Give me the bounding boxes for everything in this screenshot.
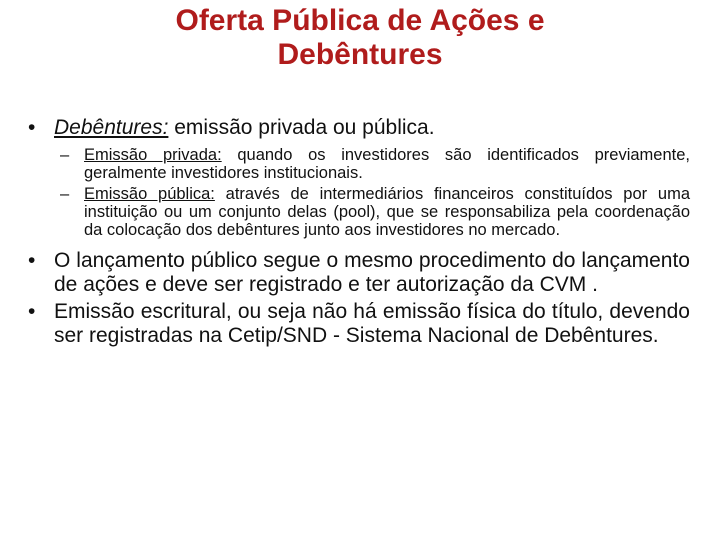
- slide-title: [60, 4, 660, 72]
- bullet-dot: •: [28, 116, 36, 139]
- bullet-debentures: [28, 116, 690, 140]
- subbullet-lead: Emissão pública:: [84, 185, 215, 203]
- bullet-lead: Debêntures:: [54, 116, 169, 139]
- subbullet-emissao-privada: [28, 146, 690, 182]
- bullet-text: emissão privada ou pública.: [168, 116, 435, 139]
- bullet-dot: •: [28, 249, 36, 272]
- subbullet-text: através de intermediários financeiros constituídos por uma instituição ou um conjunto delas (pool), que se responsabiliza pela coordenação da colocação dos debêntures junto aos investidores no mercado.: [84, 185, 690, 239]
- slide-body: [28, 116, 690, 348]
- subbullet-lead: Emissão privada:: [84, 146, 222, 164]
- bullet-emissao-escritural: [28, 300, 690, 348]
- title-line-2: Debêntures: [277, 38, 443, 71]
- title-line-1: Oferta Pública de Ações e: [175, 4, 545, 37]
- bullet-dot: •: [28, 300, 36, 323]
- bullet-text: Emissão escritural, ou seja não há emissão física do título, devendo ser registradas na Cetip/SND - Sistema Nacional de Debêntures.: [54, 300, 690, 347]
- sub-dash: –: [60, 185, 70, 203]
- subbullet-text: quando os investidores são identificados previamente, geralmente investidores institucionais.: [84, 146, 690, 182]
- bullet-text: O lançamento público segue o mesmo procedimento do lançamento de ações e deve ser registrado e ter autorização da CVM .: [54, 249, 690, 296]
- bullet-lancamento-publico: [28, 249, 690, 297]
- sub-dash: –: [60, 146, 70, 164]
- subbullet-emissao-publica: [28, 185, 690, 239]
